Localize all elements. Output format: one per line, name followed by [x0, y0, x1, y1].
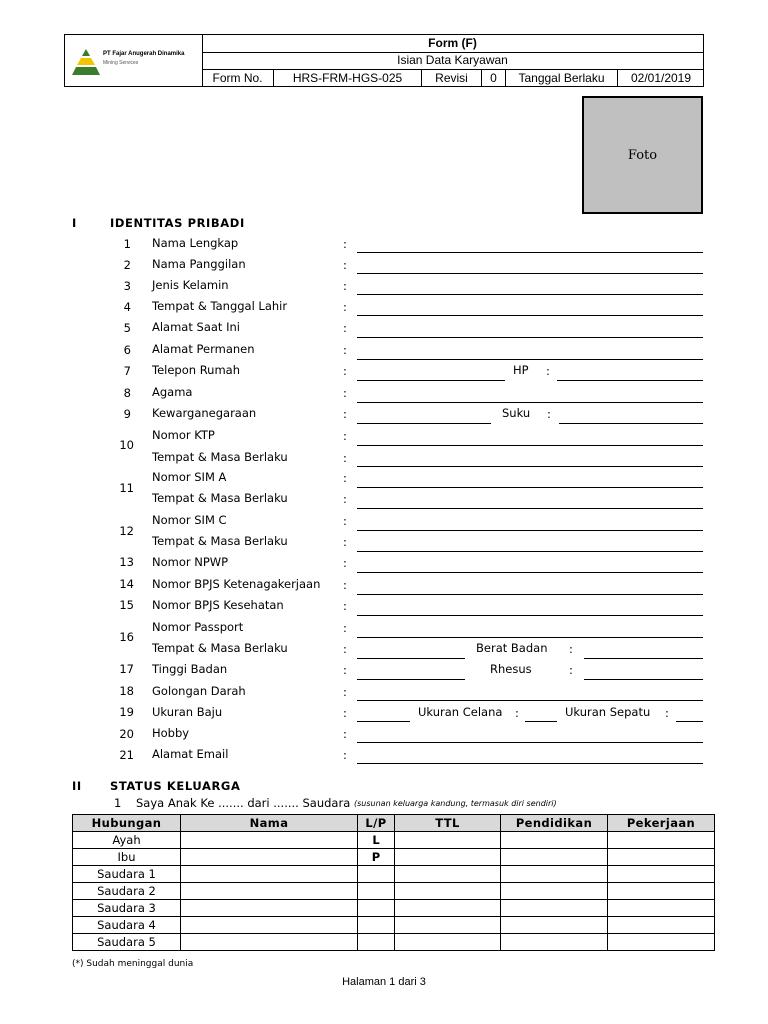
question-number: 1: [114, 796, 122, 810]
label-tempat-masa-berlaku: Tempat & Masa Berlaku: [152, 534, 288, 548]
berat-badan-field[interactable]: [584, 658, 703, 659]
nomor-sim-a-field[interactable]: [357, 487, 703, 488]
label-jenis-kelamin: Jenis Kelamin: [152, 278, 229, 292]
label-hobby: Hobby: [152, 726, 190, 740]
colon: :: [665, 706, 669, 720]
ktp-berlaku-field[interactable]: [357, 466, 703, 467]
label-ukuran-baju: Ukuran Baju: [152, 705, 223, 719]
item-number: 12: [119, 524, 134, 538]
colon: :: [343, 578, 347, 592]
pekerjaan-cell[interactable]: [608, 832, 715, 849]
sim-c-berlaku-field[interactable]: [357, 551, 703, 552]
label-ukuran-sepatu: Ukuran Sepatu: [565, 705, 651, 719]
ttl-cell[interactable]: [395, 917, 501, 934]
pendidikan-cell[interactable]: [501, 934, 608, 951]
lp-cell[interactable]: [358, 883, 395, 900]
company-logo-cell: [65, 35, 203, 86]
pendidikan-cell[interactable]: [501, 832, 608, 849]
footnote: (*) Sudah meninggal dunia: [72, 959, 194, 969]
ttl-cell[interactable]: [395, 849, 501, 866]
label-tempat-tanggal-lahir: Tempat & Tanggal Lahir: [152, 299, 288, 313]
colon: :: [343, 343, 347, 357]
table-row: [73, 883, 715, 900]
col-pendidikan: Pendidikan: [501, 815, 608, 832]
pekerjaan-cell[interactable]: [608, 849, 715, 866]
revisi-value: 0: [482, 70, 506, 86]
item-number: 17: [119, 662, 134, 676]
label-nomor-sim-c: Nomor SIM C: [152, 513, 227, 527]
item-number: 15: [119, 598, 134, 612]
colon: :: [343, 279, 347, 293]
kewarganegaraan-field[interactable]: [357, 423, 491, 424]
tempat-tanggal-lahir-field[interactable]: [357, 315, 703, 316]
ttl-cell[interactable]: [395, 883, 501, 900]
colon: :: [569, 663, 573, 677]
label-nomor-passport: Nomor Passport: [152, 620, 244, 634]
label-bpjs-ketenagakerjaan: Nomor BPJS Ketenagakerjaan: [152, 577, 321, 591]
label-bpjs-kesehatan: Nomor BPJS Kesehatan: [152, 598, 284, 612]
item-number: 21: [119, 748, 134, 762]
colon: :: [343, 321, 347, 335]
col-ttl: TTL: [395, 815, 501, 832]
colon: :: [343, 451, 347, 465]
pekerjaan-cell[interactable]: [608, 883, 715, 900]
hubungan-cell: Saudara 2: [73, 883, 181, 900]
colon: :: [343, 535, 347, 549]
photo-label: Foto: [627, 147, 658, 163]
company-name: PT Fajar Anugerah Dinamika: [103, 51, 185, 57]
colon: :: [343, 386, 347, 400]
hubungan-cell: Saudara 3: [73, 900, 181, 917]
nomor-passport-field[interactable]: [357, 637, 703, 638]
nama-cell[interactable]: [181, 900, 358, 917]
colon: :: [343, 556, 347, 570]
label-golongan-darah: Golongan Darah: [152, 684, 246, 698]
suku-field[interactable]: [559, 423, 703, 424]
hubungan-cell: Saudara 4: [73, 917, 181, 934]
family-table: [72, 814, 715, 951]
lp-cell[interactable]: [358, 900, 395, 917]
form-subtitle: Isian Data Karyawan: [202, 52, 703, 70]
pendidikan-cell[interactable]: [501, 849, 608, 866]
label-nomor-npwp: Nomor NPWP: [152, 555, 229, 569]
nama-cell[interactable]: [181, 934, 358, 951]
label-nomor-ktp: Nomor KTP: [152, 428, 215, 442]
passport-berlaku-field[interactable]: [357, 658, 465, 659]
table-row: [73, 917, 715, 934]
label-tempat-masa-berlaku: Tempat & Masa Berlaku: [152, 491, 288, 505]
pendidikan-cell[interactable]: [501, 883, 608, 900]
pekerjaan-cell[interactable]: [608, 866, 715, 883]
table-header-row: [73, 815, 715, 832]
colon: :: [343, 471, 347, 485]
ukuran-baju-field[interactable]: [357, 721, 410, 722]
label-berat-badan: Berat Badan: [476, 641, 548, 655]
hubungan-cell: Saudara 1: [73, 866, 181, 883]
rhesus-field[interactable]: [584, 679, 703, 680]
colon: :: [343, 706, 347, 720]
bpjs-ketenagakerjaan-field[interactable]: [357, 594, 703, 595]
section-2-roman: II: [72, 779, 82, 793]
lp-cell[interactable]: P: [358, 849, 395, 866]
ttl-cell[interactable]: [395, 832, 501, 849]
colon: :: [343, 514, 347, 528]
label-kewarganegaraan: Kewarganegaraan: [152, 406, 257, 420]
telepon-rumah-field[interactable]: [357, 380, 505, 381]
label-nomor-sim-a: Nomor SIM A: [152, 470, 227, 484]
item-number: 16: [119, 630, 134, 644]
tanggal-label: Tanggal Berlaku: [506, 70, 618, 86]
company-subtitle: Mining Services: [103, 60, 139, 66]
ukuran-celana-field[interactable]: [525, 721, 557, 722]
item-number: 14: [119, 577, 134, 591]
label-alamat-permanen: Alamat Permanen: [152, 342, 255, 356]
label-nama-lengkap: Nama Lengkap: [152, 236, 239, 250]
tinggi-badan-field[interactable]: [357, 679, 465, 680]
colon: :: [515, 706, 519, 720]
pekerjaan-cell[interactable]: [608, 917, 715, 934]
nama-lengkap-field[interactable]: [357, 252, 703, 253]
item-number: 18: [119, 684, 134, 698]
saudara-question: Saya Anak Ke ....... dari ....... Saudara: [136, 796, 351, 810]
item-number: 3: [123, 279, 131, 293]
colon: :: [343, 364, 347, 378]
nama-panggilan-field[interactable]: [357, 273, 703, 274]
item-number: 20: [119, 727, 134, 741]
nama-cell[interactable]: [181, 832, 358, 849]
label-tempat-masa-berlaku: Tempat & Masa Berlaku: [152, 450, 288, 464]
label-suku: Suku: [502, 406, 531, 420]
nomor-npwp-field[interactable]: [357, 572, 703, 573]
item-number: 6: [123, 343, 131, 357]
page-footer: Halaman 1 dari 3: [342, 976, 426, 988]
company-logo-icon: [71, 47, 101, 77]
col-pekerjaan: Pekerjaan: [608, 815, 715, 832]
section-2-title: STATUS KELUARGA: [110, 779, 241, 793]
label-ukuran-celana: Ukuran Celana: [418, 705, 503, 719]
colon: :: [343, 492, 347, 506]
colon: :: [547, 407, 551, 421]
col-lp: L/P: [358, 815, 395, 832]
form-no-label: Form No.: [202, 70, 274, 86]
nomor-ktp-field[interactable]: [357, 445, 703, 446]
hp-field[interactable]: [557, 380, 703, 381]
item-number: 7: [123, 364, 131, 378]
table-row: [73, 849, 715, 866]
nama-cell[interactable]: [181, 849, 358, 866]
jenis-kelamin-field[interactable]: [357, 294, 703, 295]
pendidikan-cell[interactable]: [501, 900, 608, 917]
agama-field[interactable]: [357, 402, 703, 403]
pendidikan-cell[interactable]: [501, 917, 608, 934]
col-nama: Nama: [181, 815, 358, 832]
sim-a-berlaku-field[interactable]: [357, 508, 703, 509]
nama-cell[interactable]: [181, 866, 358, 883]
ukuran-sepatu-field[interactable]: [676, 721, 703, 722]
nama-cell[interactable]: [181, 883, 358, 900]
ttl-cell[interactable]: [395, 866, 501, 883]
item-number: 9: [123, 407, 131, 421]
form-meta-row: [202, 70, 703, 86]
table-row: [73, 934, 715, 951]
colon: :: [343, 663, 347, 677]
colon: :: [343, 429, 347, 443]
pendidikan-cell[interactable]: [501, 866, 608, 883]
label-tinggi-badan: Tinggi Badan: [152, 662, 228, 676]
nomor-sim-c-field[interactable]: [357, 530, 703, 531]
lp-cell[interactable]: L: [358, 832, 395, 849]
item-number: 10: [119, 438, 134, 452]
alamat-email-field[interactable]: [357, 763, 703, 764]
label-tempat-masa-berlaku: Tempat & Masa Berlaku: [152, 641, 288, 655]
label-agama: Agama: [152, 385, 193, 399]
hubungan-cell: Saudara 5: [73, 934, 181, 951]
lp-cell[interactable]: [358, 866, 395, 883]
revisi-label: Revisi: [422, 70, 482, 86]
label-hp: HP: [513, 363, 529, 377]
item-number: 11: [119, 481, 134, 495]
form-header: [64, 34, 704, 87]
colon: :: [546, 364, 550, 378]
label-alamat-email: Alamat Email: [152, 747, 229, 761]
item-number: 1: [123, 237, 131, 251]
form-no-value: HRS-FRM-HGS-025: [274, 70, 422, 86]
hubungan-cell: Ayah: [73, 832, 181, 849]
colon: :: [343, 300, 347, 314]
colon: :: [343, 727, 347, 741]
table-row: [73, 900, 715, 917]
item-number: 4: [123, 300, 131, 314]
colon: :: [343, 599, 347, 613]
bpjs-kesehatan-field[interactable]: [357, 615, 703, 616]
colon: :: [343, 258, 347, 272]
item-number: 5: [123, 321, 131, 335]
lp-cell[interactable]: [358, 934, 395, 951]
nama-cell[interactable]: [181, 917, 358, 934]
tanggal-value: 02/01/2019: [630, 71, 692, 85]
label-telepon-rumah: Telepon Rumah: [152, 363, 240, 377]
item-number: 2: [123, 258, 131, 272]
ttl-cell[interactable]: [395, 900, 501, 917]
hubungan-cell: Ibu: [73, 849, 181, 866]
hobby-field[interactable]: [357, 742, 703, 743]
lp-cell[interactable]: [358, 917, 395, 934]
col-hubungan: Hubungan: [73, 815, 181, 832]
alamat-permanen-field[interactable]: [357, 359, 703, 360]
alamat-saat-ini-field[interactable]: [357, 337, 703, 338]
colon: :: [343, 685, 347, 699]
form-title: Form (F): [202, 35, 703, 53]
colon: :: [569, 642, 573, 656]
pekerjaan-cell[interactable]: [608, 934, 715, 951]
pekerjaan-cell[interactable]: [608, 900, 715, 917]
section-1-roman: I: [72, 216, 77, 230]
golongan-darah-field[interactable]: [357, 700, 703, 701]
colon: :: [343, 642, 347, 656]
photo-box[interactable]: [582, 96, 703, 214]
colon: :: [343, 621, 347, 635]
colon: :: [343, 237, 347, 251]
label-rhesus: Rhesus: [490, 662, 532, 676]
saudara-note: (susunan keluarga kandung, termasuk diri sendiri): [354, 799, 557, 808]
colon: :: [343, 748, 347, 762]
colon: :: [343, 407, 347, 421]
label-nama-panggilan: Nama Panggilan: [152, 257, 246, 271]
table-row: [73, 832, 715, 849]
table-row: [73, 866, 715, 883]
ttl-cell[interactable]: [395, 934, 501, 951]
label-alamat-saat-ini: Alamat Saat Ini: [152, 320, 240, 334]
item-number: 13: [119, 555, 134, 569]
item-number: 8: [123, 386, 131, 400]
item-number: 19: [119, 705, 134, 719]
section-1-title: IDENTITAS PRIBADI: [110, 216, 245, 230]
